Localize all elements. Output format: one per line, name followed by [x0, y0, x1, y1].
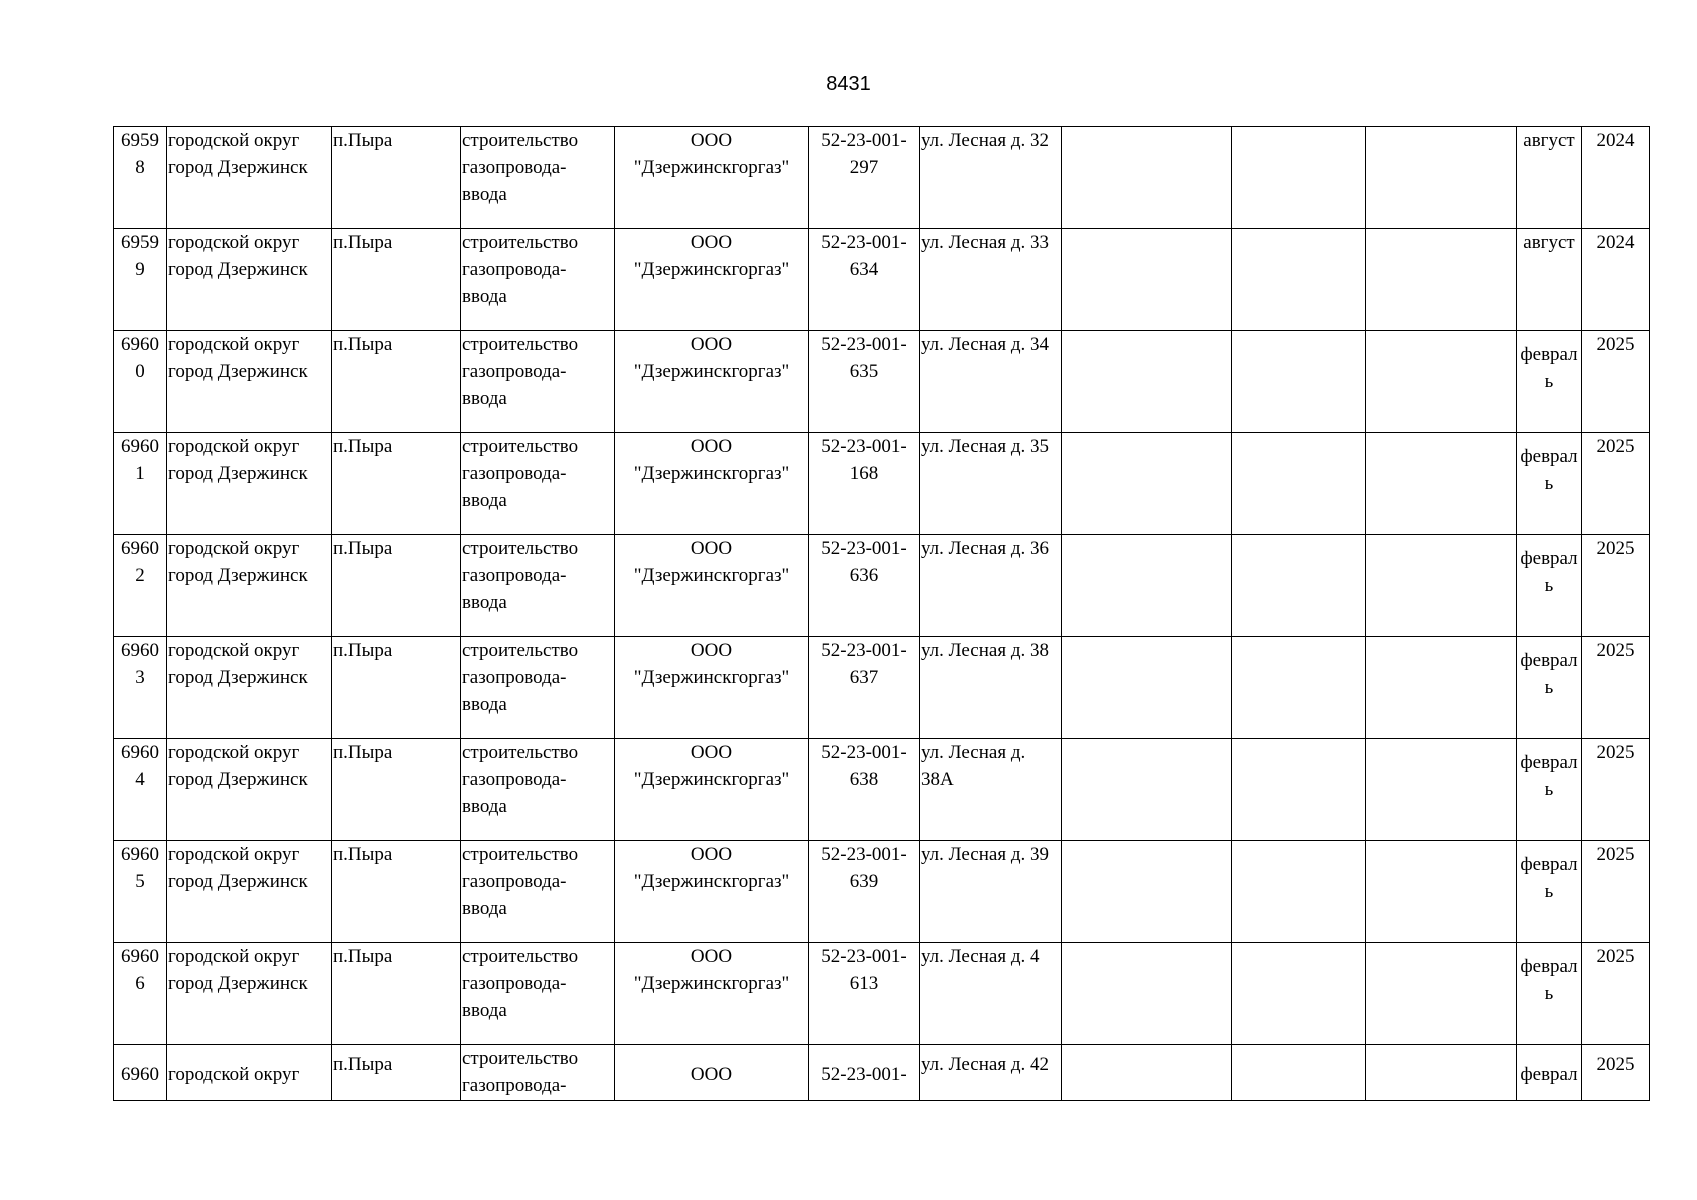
empty-cell: [1062, 943, 1232, 1045]
object-code-cell: [809, 229, 920, 331]
cell-line: 52-23-001-: [821, 844, 907, 865]
cell-line: газопровода-: [462, 667, 567, 688]
cell-line: город Дзержинск: [168, 565, 308, 586]
row-number-cell: [114, 637, 167, 739]
cell-line: 52-23-001-: [821, 436, 907, 457]
cell-line: 6959: [121, 232, 159, 253]
cell-line: город Дзержинск: [168, 769, 308, 790]
cell-line: строительство: [462, 742, 579, 763]
work-type-cell: [461, 127, 615, 229]
year-cell: 2024: [1582, 127, 1650, 229]
empty-cell: [1232, 637, 1366, 739]
month-cell: [1517, 637, 1582, 739]
year-cell: 2025: [1582, 535, 1650, 637]
year-cell: 2025: [1582, 433, 1650, 535]
empty-cell: [1062, 841, 1232, 943]
locality-cell: п.Пыра: [332, 229, 461, 331]
cell-line: 297: [849, 157, 879, 178]
table-row: [114, 127, 1650, 229]
cell-line: ввода: [462, 898, 507, 919]
district-cell: [167, 637, 332, 739]
address-cell: [920, 1045, 1062, 1101]
empty-cell: [1366, 739, 1517, 841]
cell-line: 6960: [121, 640, 159, 661]
cell-line: 1: [135, 463, 145, 484]
cell-line: газопровода-: [462, 769, 567, 790]
locality-cell: п.Пыра: [332, 331, 461, 433]
object-code-cell: [809, 535, 920, 637]
cell-line: "Дзержинскгоргаз": [633, 259, 790, 280]
cell-line: ь: [1544, 677, 1554, 698]
year-cell: 2025: [1582, 841, 1650, 943]
cell-line: 5: [135, 871, 145, 892]
cell-line: газопровода-: [462, 1075, 567, 1096]
month-cell: [1517, 1045, 1582, 1101]
empty-cell: [1366, 943, 1517, 1045]
month-cell: [1517, 943, 1582, 1045]
cell-line: строительство: [462, 1048, 579, 1069]
empty-cell: [1062, 433, 1232, 535]
year-cell: 2024: [1582, 229, 1650, 331]
empty-cell: [1366, 841, 1517, 943]
work-type-cell: [461, 229, 615, 331]
page-number: 8431: [826, 73, 871, 95]
month-cell: [1517, 535, 1582, 637]
cell-line: 4: [135, 769, 145, 790]
row-number-cell: [114, 535, 167, 637]
work-type-cell: [461, 841, 615, 943]
month-cell: [1517, 229, 1582, 331]
cell-line: ООО: [690, 538, 733, 559]
cell-line: строительство: [462, 130, 579, 151]
cell-line: август: [1523, 130, 1575, 151]
table-row: [114, 943, 1650, 1045]
address-cell: [920, 637, 1062, 739]
locality-cell: п.Пыра: [332, 841, 461, 943]
month-cell: [1517, 127, 1582, 229]
cell-line: 52-23-001-: [821, 1064, 907, 1085]
cell-line: "Дзержинскгоргаз": [633, 463, 790, 484]
cell-line: строительство: [462, 232, 579, 253]
locality-cell: п.Пыра: [332, 1045, 461, 1101]
cell-line: газопровода-: [462, 259, 567, 280]
table-row: [114, 331, 1650, 433]
cell-line: 6959: [121, 130, 159, 151]
cell-line: "Дзержинскгоргаз": [633, 565, 790, 586]
organization-cell: [615, 943, 809, 1045]
empty-cell: [1232, 535, 1366, 637]
cell-line: городской округ: [168, 232, 300, 253]
empty-cell: [1366, 535, 1517, 637]
work-type-cell: [461, 331, 615, 433]
address-cell: [920, 535, 1062, 637]
object-code-cell: [809, 1045, 920, 1101]
empty-cell: [1232, 943, 1366, 1045]
cell-line: 639: [849, 871, 879, 892]
cell-line: строительство: [462, 946, 579, 967]
work-type-cell: [461, 433, 615, 535]
cell-line: 613: [849, 973, 879, 994]
organization-cell: [615, 637, 809, 739]
object-code-cell: [809, 943, 920, 1045]
empty-cell: [1366, 1045, 1517, 1101]
month-cell: [1517, 739, 1582, 841]
cell-line: строительство: [462, 844, 579, 865]
table-row: [114, 739, 1650, 841]
cell-line: город Дзержинск: [168, 667, 308, 688]
table-row: [114, 229, 1650, 331]
cell-line: городской округ: [168, 130, 300, 151]
row-number-cell: [114, 739, 167, 841]
district-cell: [167, 535, 332, 637]
cell-line: 52-23-001-: [821, 334, 907, 355]
cell-line: газопровода-: [462, 463, 567, 484]
empty-cell: [1366, 433, 1517, 535]
cell-line: ООО: [690, 742, 733, 763]
object-code-cell: [809, 433, 920, 535]
cell-line: 3: [135, 667, 145, 688]
cell-line: ООО: [690, 334, 733, 355]
object-code-cell: [809, 841, 920, 943]
empty-cell: [1062, 1045, 1232, 1101]
cell-line: "Дзержинскгоргаз": [633, 157, 790, 178]
cell-line: "Дзержинскгоргаз": [633, 871, 790, 892]
year-cell: 2025: [1582, 739, 1650, 841]
cell-line: ул. Лесная д. 42: [921, 1054, 1049, 1075]
year-cell: 2025: [1582, 943, 1650, 1045]
row-number-cell: [114, 1045, 167, 1101]
table-row: [114, 841, 1650, 943]
cell-line: город Дзержинск: [168, 973, 308, 994]
cell-line: ввода: [462, 592, 507, 613]
cell-line: август: [1523, 232, 1575, 253]
locality-cell: п.Пыра: [332, 535, 461, 637]
empty-cell: [1062, 127, 1232, 229]
empty-cell: [1232, 127, 1366, 229]
district-cell: [167, 331, 332, 433]
empty-cell: [1062, 535, 1232, 637]
cell-line: ввода: [462, 694, 507, 715]
cell-line: городской округ: [168, 538, 300, 559]
cell-line: ь: [1544, 371, 1554, 392]
address-cell: [920, 433, 1062, 535]
cell-line: строительство: [462, 640, 579, 661]
empty-cell: [1232, 331, 1366, 433]
cell-line: ул. Лесная д. 35: [921, 436, 1049, 457]
locality-cell: п.Пыра: [332, 637, 461, 739]
address-cell: [920, 229, 1062, 331]
cell-line: 8: [135, 157, 145, 178]
organization-cell: [615, 433, 809, 535]
table-row: [114, 1045, 1650, 1101]
empty-cell: [1366, 637, 1517, 739]
cell-line: городской округ: [168, 742, 300, 763]
cell-line: ввода: [462, 1000, 507, 1021]
address-cell: [920, 943, 1062, 1045]
cell-line: городской округ: [168, 334, 300, 355]
cell-line: строительство: [462, 436, 579, 457]
cell-line: ООО: [690, 844, 733, 865]
address-cell: [920, 841, 1062, 943]
cell-line: ООО: [690, 1064, 733, 1085]
address-cell: [920, 331, 1062, 433]
district-cell: [167, 739, 332, 841]
cell-line: 6960: [121, 538, 159, 559]
organization-cell: [615, 331, 809, 433]
row-number-cell: [114, 229, 167, 331]
month-cell: [1517, 433, 1582, 535]
empty-cell: [1062, 331, 1232, 433]
organization-cell: [615, 229, 809, 331]
empty-cell: [1062, 229, 1232, 331]
row-number-cell: [114, 943, 167, 1045]
empty-cell: [1232, 1045, 1366, 1101]
cell-line: городской округ: [168, 946, 300, 967]
cell-line: 6960: [121, 436, 159, 457]
empty-cell: [1232, 841, 1366, 943]
organization-cell: [615, 739, 809, 841]
row-number-cell: [114, 841, 167, 943]
table-row: [114, 535, 1650, 637]
cell-line: ООО: [690, 232, 733, 253]
cell-line: городской округ: [168, 640, 300, 661]
cell-line: 0: [135, 361, 145, 382]
work-type-cell: [461, 943, 615, 1045]
row-number-cell: [114, 433, 167, 535]
cell-line: ввода: [462, 286, 507, 307]
cell-line: 6960: [121, 946, 159, 967]
cell-line: 52-23-001-: [821, 232, 907, 253]
district-cell: [167, 943, 332, 1045]
cell-line: ь: [1544, 983, 1554, 1004]
cell-line: строительство: [462, 538, 579, 559]
cell-line: газопровода-: [462, 973, 567, 994]
cell-line: ь: [1544, 575, 1554, 596]
cell-line: газопровода-: [462, 871, 567, 892]
cell-line: 6960: [121, 1064, 159, 1085]
address-cell: [920, 739, 1062, 841]
cell-line: город Дзержинск: [168, 463, 308, 484]
cell-line: город Дзержинск: [168, 157, 308, 178]
cell-line: 635: [849, 361, 879, 382]
cell-line: газопровода-: [462, 157, 567, 178]
cell-line: 52-23-001-: [821, 538, 907, 559]
cell-line: строительство: [462, 334, 579, 355]
cell-line: 168: [849, 463, 879, 484]
cell-line: 6960: [121, 742, 159, 763]
month-cell: [1517, 841, 1582, 943]
cell-line: ул. Лесная д. 36: [921, 538, 1049, 559]
work-type-cell: [461, 739, 615, 841]
table-body: [114, 127, 1650, 1101]
cell-line: "Дзержинскгоргаз": [633, 361, 790, 382]
cell-line: 637: [849, 667, 879, 688]
year-cell: 2025: [1582, 1045, 1650, 1101]
cell-line: феврал: [1520, 344, 1578, 365]
organization-cell: [615, 535, 809, 637]
cell-line: 634: [849, 259, 879, 280]
cell-line: город Дзержинск: [168, 259, 308, 280]
locality-cell: п.Пыра: [332, 433, 461, 535]
cell-line: 638: [849, 769, 879, 790]
cell-line: ввода: [462, 490, 507, 511]
cell-line: газопровода-: [462, 565, 567, 586]
cell-line: ул. Лесная д. 38: [921, 640, 1049, 661]
cell-line: ООО: [690, 130, 733, 151]
object-code-cell: [809, 331, 920, 433]
cell-line: феврал: [1520, 752, 1578, 773]
cell-line: 38А: [921, 769, 954, 790]
district-cell: [167, 229, 332, 331]
cell-line: ООО: [690, 640, 733, 661]
cell-line: феврал: [1520, 650, 1578, 671]
cell-line: "Дзержинскгоргаз": [633, 769, 790, 790]
cell-line: ввода: [462, 388, 507, 409]
locality-cell: п.Пыра: [332, 943, 461, 1045]
year-cell: 2025: [1582, 637, 1650, 739]
row-number-cell: [114, 127, 167, 229]
cell-line: ООО: [690, 436, 733, 457]
empty-cell: [1232, 229, 1366, 331]
cell-line: ул. Лесная д. 32: [921, 130, 1049, 151]
empty-cell: [1062, 739, 1232, 841]
empty-cell: [1232, 739, 1366, 841]
cell-line: городской округ: [168, 436, 300, 457]
cell-line: 9: [135, 259, 145, 280]
registry-table: [113, 126, 1650, 1101]
object-code-cell: [809, 127, 920, 229]
cell-line: феврал: [1520, 548, 1578, 569]
empty-cell: [1232, 433, 1366, 535]
month-cell: [1517, 331, 1582, 433]
empty-cell: [1366, 331, 1517, 433]
cell-line: феврал: [1520, 956, 1578, 977]
work-type-cell: [461, 535, 615, 637]
work-type-cell: [461, 1045, 615, 1101]
district-cell: [167, 841, 332, 943]
cell-line: ь: [1544, 473, 1554, 494]
district-cell: [167, 1045, 332, 1101]
cell-line: 52-23-001-: [821, 742, 907, 763]
cell-line: 636: [849, 565, 879, 586]
cell-line: 52-23-001-: [821, 640, 907, 661]
organization-cell: [615, 841, 809, 943]
district-cell: [167, 127, 332, 229]
cell-line: ввода: [462, 184, 507, 205]
cell-line: 2: [135, 565, 145, 586]
cell-line: город Дзержинск: [168, 871, 308, 892]
cell-line: ул. Лесная д. 34: [921, 334, 1049, 355]
work-type-cell: [461, 637, 615, 739]
empty-cell: [1366, 229, 1517, 331]
cell-line: город Дзержинск: [168, 361, 308, 382]
cell-line: ул. Лесная д.: [921, 742, 1026, 763]
table-row: [114, 433, 1650, 535]
cell-line: ь: [1544, 779, 1554, 800]
empty-cell: [1062, 637, 1232, 739]
locality-cell: п.Пыра: [332, 127, 461, 229]
cell-line: феврал: [1520, 446, 1578, 467]
cell-line: "Дзержинскгоргаз": [633, 973, 790, 994]
cell-line: ул. Лесная д. 4: [921, 946, 1040, 967]
row-number-cell: [114, 331, 167, 433]
cell-line: феврал: [1520, 1064, 1578, 1085]
cell-line: ООО: [690, 946, 733, 967]
cell-line: городской округ: [168, 1064, 300, 1085]
organization-cell: [615, 1045, 809, 1101]
year-cell: 2025: [1582, 331, 1650, 433]
organization-cell: [615, 127, 809, 229]
cell-line: ввода: [462, 796, 507, 817]
cell-line: 6: [135, 973, 145, 994]
cell-line: городской округ: [168, 844, 300, 865]
cell-line: 6960: [121, 334, 159, 355]
cell-line: феврал: [1520, 854, 1578, 875]
cell-line: ул. Лесная д. 33: [921, 232, 1049, 253]
object-code-cell: [809, 739, 920, 841]
address-cell: [920, 127, 1062, 229]
empty-cell: [1366, 127, 1517, 229]
cell-line: 52-23-001-: [821, 130, 907, 151]
cell-line: 6960: [121, 844, 159, 865]
district-cell: [167, 433, 332, 535]
object-code-cell: [809, 637, 920, 739]
cell-line: ь: [1544, 881, 1554, 902]
table-row: [114, 637, 1650, 739]
cell-line: ул. Лесная д. 39: [921, 844, 1049, 865]
cell-line: 52-23-001-: [821, 946, 907, 967]
cell-line: газопровода-: [462, 361, 567, 382]
cell-line: "Дзержинскгоргаз": [633, 667, 790, 688]
locality-cell: п.Пыра: [332, 739, 461, 841]
